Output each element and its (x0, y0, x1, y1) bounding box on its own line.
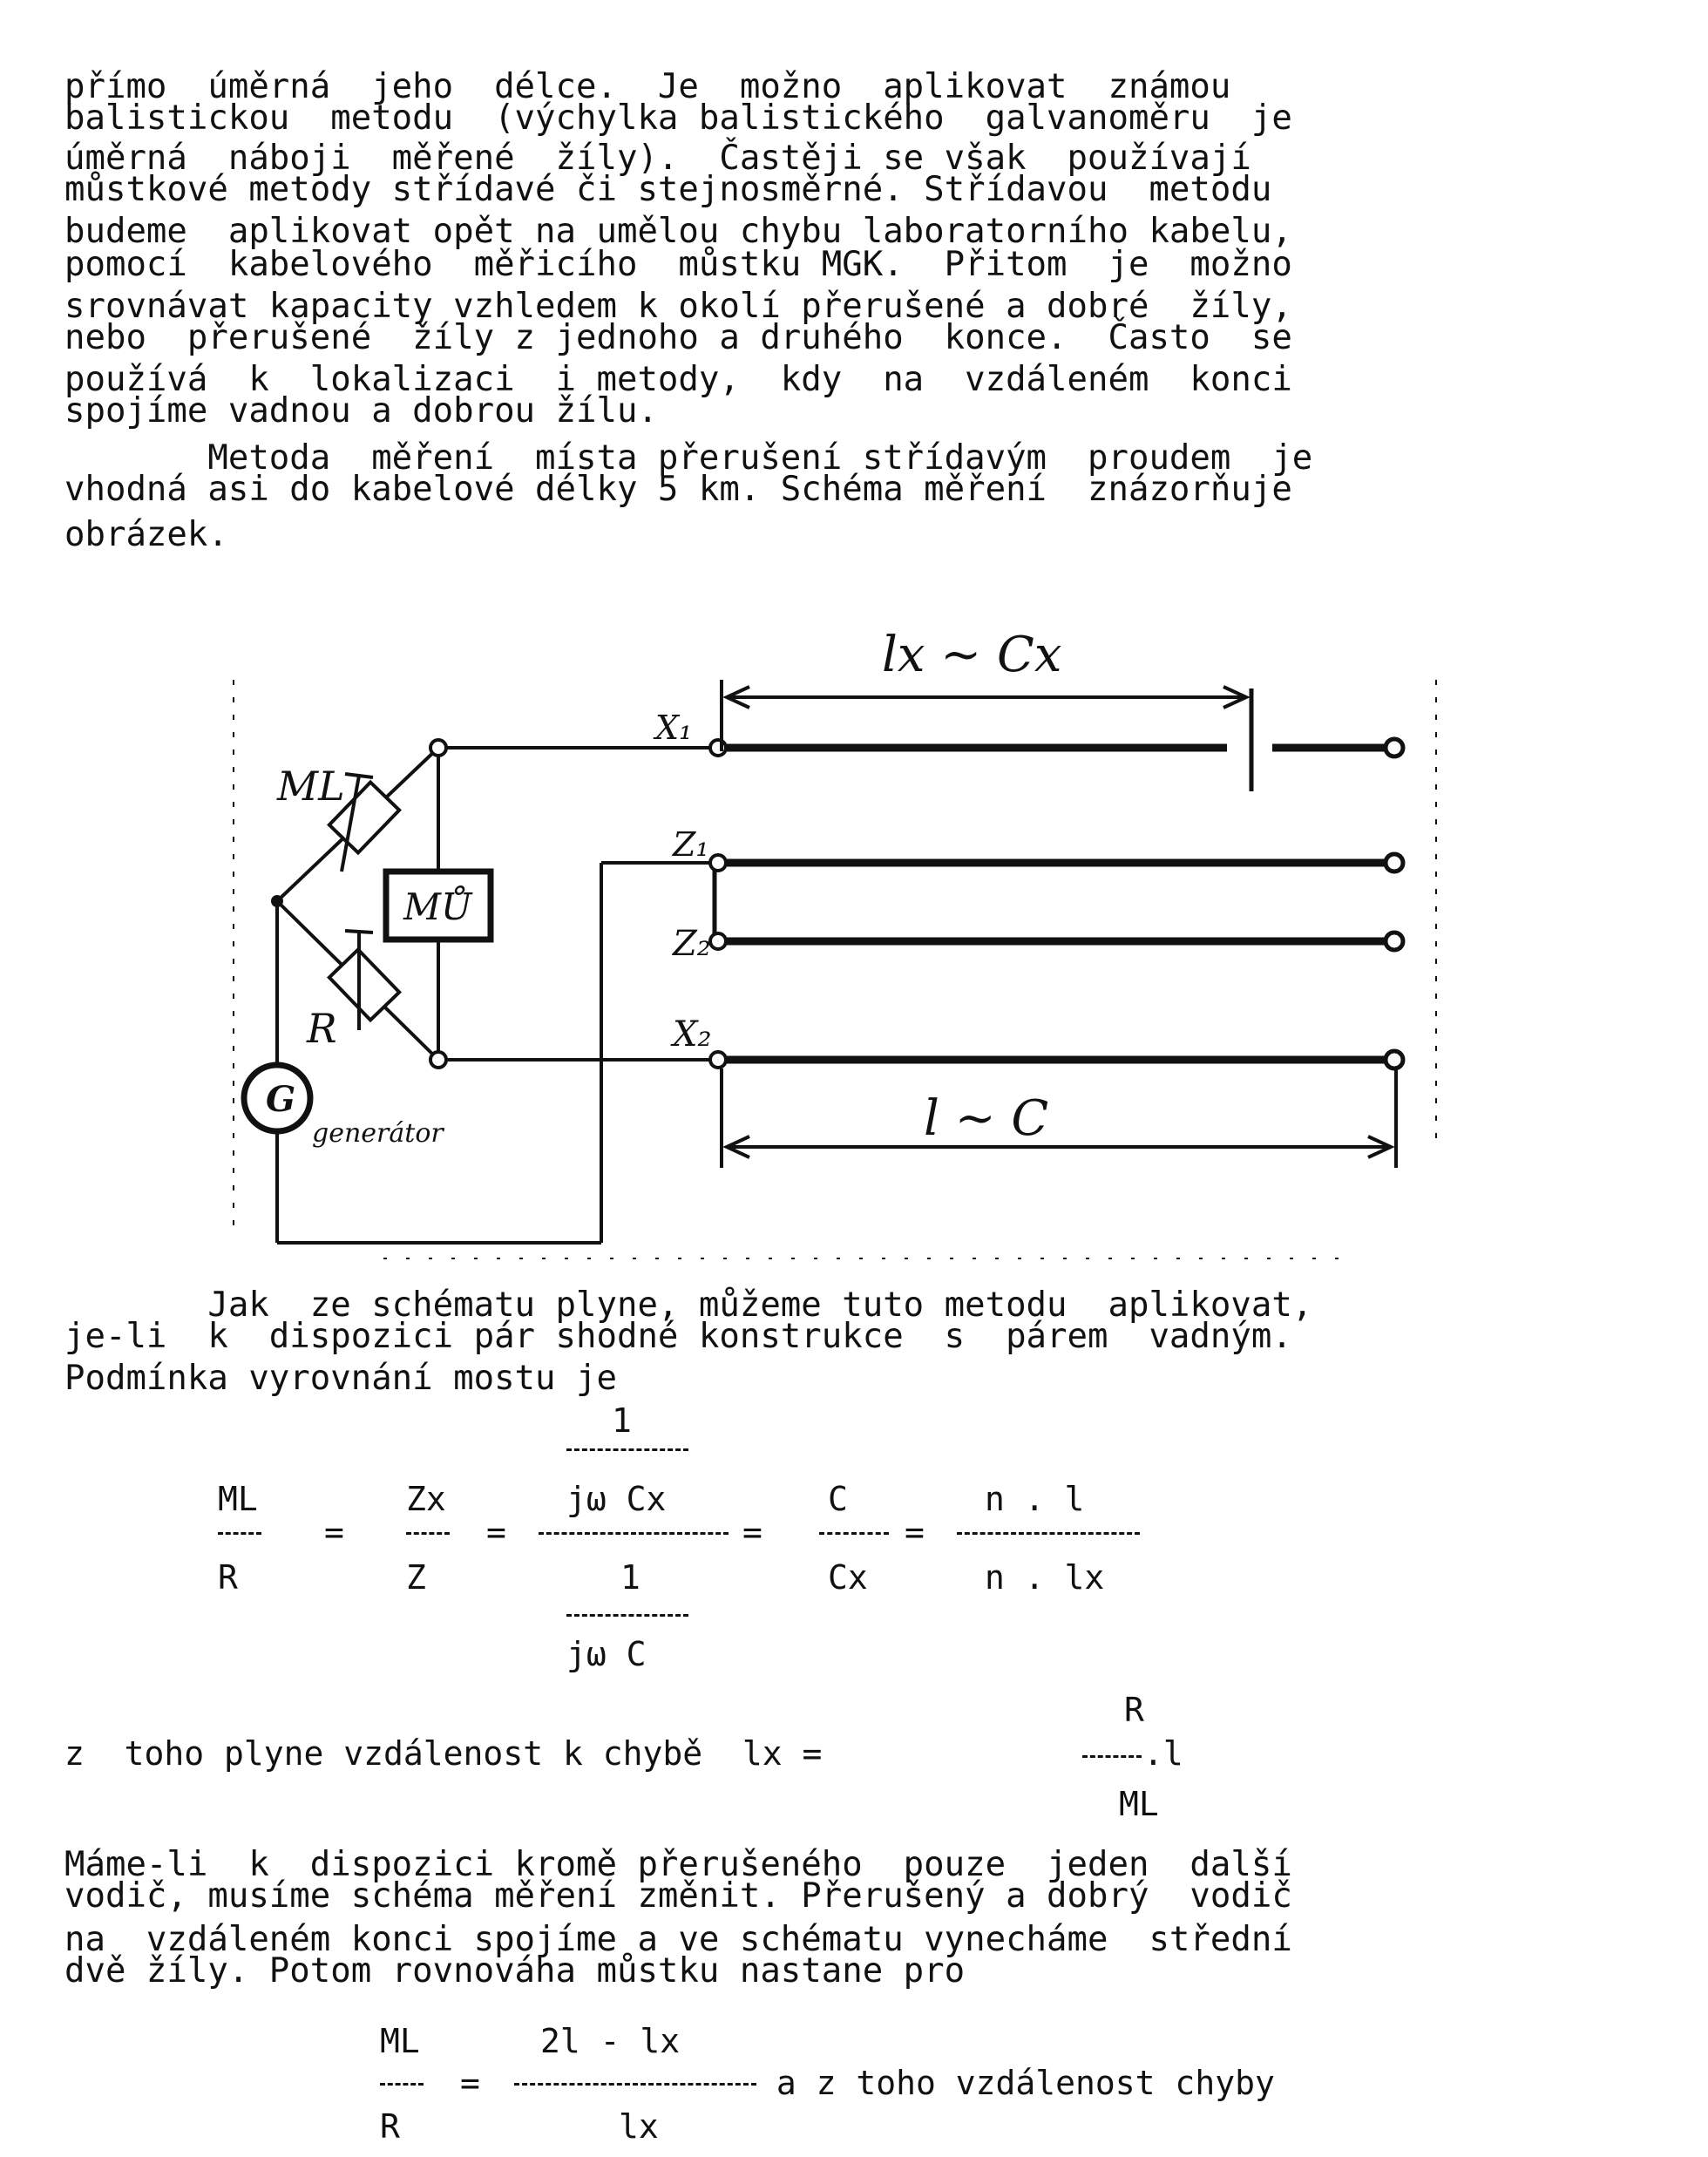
eq2-ml: ML (1119, 1785, 1159, 1823)
eq-zx: Zx (406, 1480, 446, 1518)
text-line: je-li k dispozici pár shodné konstrukce s párem vadným. (64, 1317, 1292, 1356)
eq-bar (1082, 1755, 1142, 1758)
node (430, 740, 446, 756)
terminal (710, 855, 726, 871)
eq-one-bottom: 1 (620, 1558, 640, 1597)
eq-equals: = (742, 1513, 762, 1551)
eq-bar (514, 2083, 756, 2086)
variable-arrow-head-ml (345, 774, 373, 777)
label-l-c: l ~ C (924, 1090, 1049, 1147)
label-x2: X₂ (673, 1014, 712, 1055)
text-line: můstkové metody střídavé či stejnosměrné. Střídavou metodu (64, 170, 1272, 209)
eq3-equals: = (460, 2064, 480, 2102)
label-mu: MŮ (403, 885, 472, 928)
eq3-suffix: a z toho vzdálenost chyby (756, 2064, 1275, 2102)
variable-arrow-head-r (345, 931, 373, 933)
eq-bar (406, 1532, 450, 1535)
eq-bar (380, 2083, 424, 2086)
eq-one-top: 1 (612, 1401, 632, 1440)
text-line: přímo úměrná jeho délce. Je možno aplikovat známou (64, 67, 1231, 106)
eq3-num: 2l - lx (540, 2022, 681, 2060)
eq3-den: lx (619, 2107, 659, 2146)
terminal (1386, 1051, 1403, 1068)
label-lx-cx: lx ~ Cx (882, 627, 1062, 683)
label-ml: ML (277, 763, 345, 810)
terminal (710, 933, 726, 949)
eq-cx: Cx (828, 1558, 868, 1597)
text-line: srovnávat kapacity vzhledem k okolí přerušené a dobré žíly, (64, 287, 1292, 326)
terminal (1386, 854, 1403, 872)
eq-jw-c: jω C (566, 1635, 647, 1673)
text-line: Máme-li k dispozici kromě přerušeného pouze jeden další (64, 1845, 1292, 1884)
label-r: R (307, 1005, 337, 1052)
eq3-r: R (380, 2107, 400, 2146)
text-line: vhodná asi do kabelové délky 5 km. Schéma měření znázorňuje (64, 470, 1292, 509)
text-line: balistickou metodu (výchylka balistického galvanoměru je (64, 98, 1292, 138)
eq-bar (566, 1448, 688, 1451)
text-line: Jak ze schématu plyne, můžeme tuto metodu aplikovat, (64, 1285, 1313, 1325)
text-line: budeme aplikovat opět na umělou chybu laboratorního kabelu, (64, 212, 1292, 251)
eq-equals: = (324, 1513, 344, 1551)
text-line: Metoda měření místa přerušení střídavým proudem je (64, 438, 1313, 478)
terminal (710, 1052, 726, 1068)
eq-n-l: n . l (985, 1480, 1085, 1518)
eq-bar (566, 1614, 688, 1617)
text-line: obrázek. (64, 515, 228, 554)
eq-c: C (828, 1480, 848, 1518)
eq-bar (539, 1532, 729, 1535)
eq-z: Z (406, 1558, 426, 1597)
eq2-prefix: z toho plyne vzdálenost k chybě lx = (64, 1734, 843, 1773)
label-generator: generátor (312, 1118, 444, 1149)
label-x1: X₁ (655, 709, 693, 747)
eq-equals: = (486, 1513, 506, 1551)
node (430, 1052, 446, 1068)
text-line: pomocí kabelového měřicího můstku MGK. Přitom je možno (64, 245, 1292, 284)
text-line: na vzdáleném konci spojíme a ve schématu vynecháme střední (64, 1920, 1292, 1959)
eq3-ml: ML (380, 2022, 420, 2060)
text-line: dvě žíly. Potom rovnováha můstku nastane pro (64, 1951, 966, 1991)
terminal (1386, 933, 1403, 950)
text-line: nebo přerušené žíly z jednoho a druhého konce. Často se (64, 318, 1292, 357)
text-line: vodič, musíme schéma měření změnit. Přerušený a dobrý vodič (64, 1876, 1292, 1916)
text-line: používá k lokalizaci i metody, kdy na vzdáleném konci (64, 360, 1292, 399)
eq-bar (819, 1532, 889, 1535)
eq2-r: R (1124, 1691, 1144, 1729)
text-line: úměrná náboji měřené žíly). Častěji se však používají (64, 139, 1251, 178)
eq-n-lx: n . lx (985, 1558, 1105, 1597)
eq-r: R (218, 1558, 238, 1597)
eq-ml: ML (218, 1480, 258, 1518)
terminal (1386, 739, 1403, 756)
label-z2: Z₂ (673, 924, 711, 964)
node (273, 897, 281, 906)
text-line: spojíme vadnou a dobrou žílu. (64, 391, 658, 431)
eq-bar (957, 1532, 1140, 1535)
eq-equals: = (905, 1513, 925, 1551)
eq-bar (218, 1532, 261, 1535)
label-z1: Z₁ (673, 825, 709, 864)
label-g: G (266, 1079, 296, 1120)
text-line: Podmínka vyrovnání mostu je (64, 1359, 617, 1398)
terminal (710, 740, 726, 756)
eq-jw-cx: jω Cx (566, 1480, 667, 1518)
eq2-suffix: .l (1143, 1734, 1183, 1773)
